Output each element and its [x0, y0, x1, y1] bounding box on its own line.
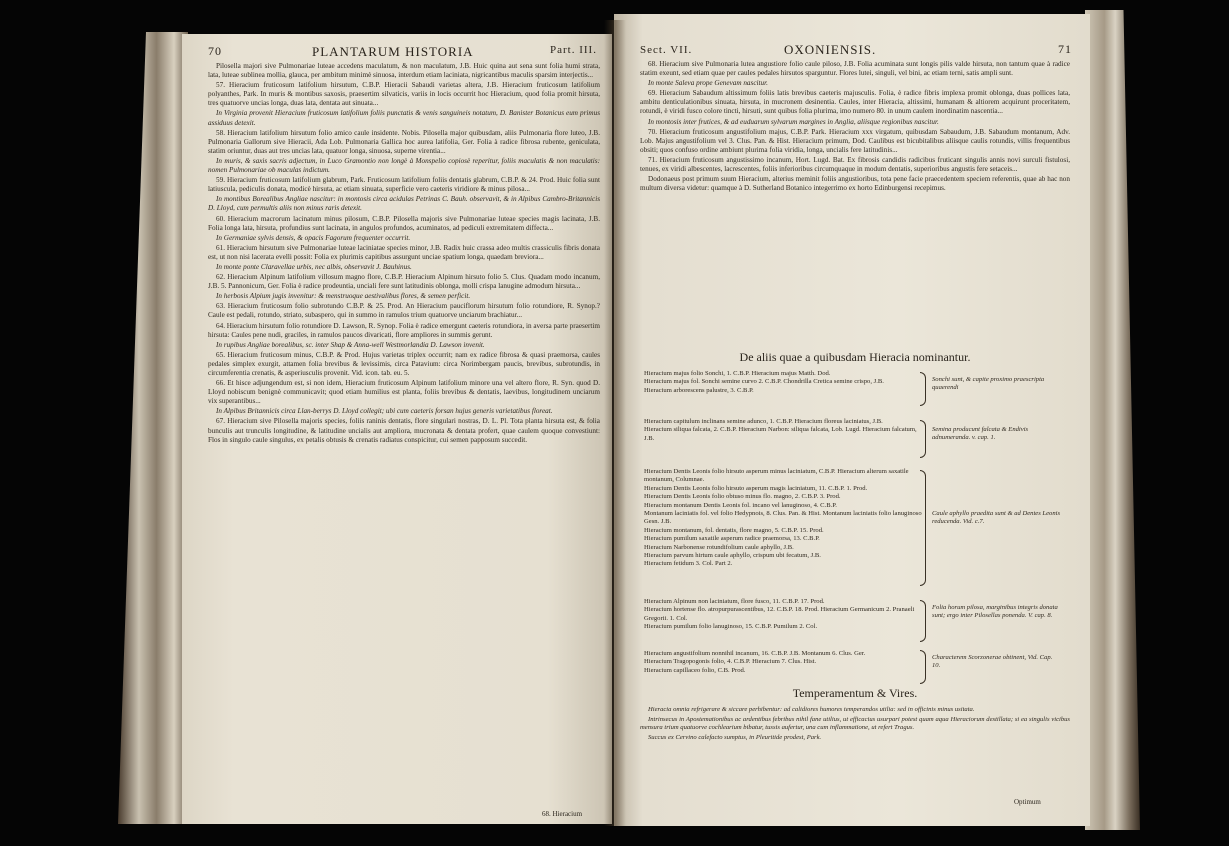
synonym-line: Montanum laciniatis fol. vel folio Hedypnois, 8. Clus. Pan. & Hist. Montanum laciniatis folio lanuginoso Gesn. J.B. — [644, 510, 922, 526]
right-page — [614, 14, 1090, 826]
left-paragraph: 62. Hieracium Alpinum latifolium villosum magno flore, C.B.P. Hieracium Alpinum hirsuto folio 5. Clus. Quadam modo incanum, J.B. 5. Pannonicum, Ger. Folia è radice prodeuntia, unciali fere sunt latitudinis oblonga, molli crispa lanugine admodum hirsuta... — [208, 273, 600, 291]
left-page-body — [208, 62, 600, 806]
synonym-line: Hieracium montanum Dentis Leonis fol. incano vel lanuginoso, 4. C.B.P. — [644, 501, 837, 509]
synonym-group-3 — [644, 468, 922, 569]
left-paragraph: 64. Hieracium hirsutum folio rotundiore D. Lawson, R. Synop. Folia è radice emergunt caeteris rotundiora, in aversa parte praesertim hirsuta: Caules pene nudi, graciles, in ramulos paucos divaricati, flore ampliores in summis gerunt. — [208, 321, 600, 339]
left-paragraph: In rupibus Angliae borealibus, sc. inter Shap & Anna-well Westmorlandia D. Lawson invenit. — [216, 340, 485, 349]
left-paragraph: 60. Hieracium macrorum lacinatum minus pilosum, C.B.P. Pilosella majoris sive Pulmonariae luteae species magis lacinata, J.B. Folia longa lata, hirsuta, profundius sunt lacinata, in angulos profundos, acuminatos, ad pediculi extremitatem diffecta... — [208, 214, 600, 232]
vires-paragraph: Succus ex Cervino calefacto sumptus, in Pleuritide prodest, Park. — [648, 733, 822, 741]
left-paragraph: 59. Hieracium fruticosum latifolium glabrum, Park. Fruticosum latifolium foliis dentatis glabrum, C.B.P. & 24. Prod. Huic folia sunt latiuscula, pediculis donata, modicè hirsuta, ac etiam sinuata, superficie vero caeteris viridiore & minus pilosa... — [208, 176, 600, 194]
group-2-note: Semina producunt falcata & Endivis adnumeranda. v. cap. 1. — [932, 426, 1029, 442]
left-paragraph: 67. Hieracium sive Pilosella majoris species, foliis raninis dentatis, flore singulari nostras, D. L. Pl. Tota planta hirsuta est, & folia bunculis aut trunculis longitudine, & latitudine uncialis aut ampliora, mucronata & dentata profert, quae caulem quoque convestiunt: Flos in singulo caule singulus, ex petalis obtusis & crenatis radiatus conspicitur, cui semen papposum succedit. — [208, 417, 600, 444]
left-paragraph: In Virginia provenit Hieracium fruticosum latifolium foliis punctatis & venis sanguineis notatum, D. Banister Botanicus eum primus assiduus detexit. — [208, 109, 600, 127]
synonym-line: Hieracium siliqua falcata, 2. C.B.P. Hieracium Narbon: siliqua falcata, Lob. Lugd. Hieracium falcatum, J.B. — [644, 426, 917, 442]
synonym-line: Hieracium Dentis Leonis folio hirsuto asperum magis laciniatum, 11. C.B.P. 1. Prod. — [644, 484, 868, 492]
left-paragraph: 66. Et hisce adjungendum est, si non idem, Hieracium fruticosum Alpinum latifolium minore una vel altero flore, R. Syn. quod D. Lloyd nobiscum benignè communicavit; quod etiam humilius est planta, foliis brevibus & dentatis, laevibus, longitudinem unciarum vix superantibus... — [208, 379, 600, 406]
right-catchword: Optimum — [1014, 798, 1041, 806]
left-page-edges — [118, 32, 188, 824]
brace-5 — [920, 650, 926, 684]
synonym-line: Hieracium Alpinum non laciniatum, flore fusco, 11. C.B.P. 17. Prod. — [644, 598, 825, 605]
synonym-line: Hieracium Dentis Leonis folio hirsuto asperum minus laciniatum, C.B.P. Hieracium alterum saxatile montanum, Columnae. — [644, 468, 909, 484]
left-paragraph: In Alpibus Britannicis circa Llan-berrys D. Lloyd collegit; ubi cum caeteris forsan hujus generis varietatibus floreat. — [216, 407, 553, 416]
right-page-edges — [1085, 10, 1140, 830]
left-paragraph: In Germaniae sylvis densis, & opacis Fagorum frequenter occurrit. — [216, 233, 411, 242]
right-paragraph: Dodonaeus post primum suum Hieracium, alterius meminit foliis angustioribus, tota pene facie praecedentem speciem referentis, quae ab hac non multum diversa videtur: quamque à D. Sutherland Botanico integerrimo ex horto Edinburgensi recepimus. — [640, 175, 1070, 193]
left-paragraph: In monte ponte Claravellae urbis, nec albis, observavit J. Bauhinus. — [216, 262, 412, 271]
synonym-line: Hieracium majus folio Sonchi, 1. C.B.P. Hieracium majus Matth. Dod. — [644, 370, 831, 377]
section-heading-other-hieracia: De aliis quae a quibusdam Hieracia nominantur. — [739, 350, 971, 364]
section-heading-vires: Temperamentum & Vires. — [792, 686, 918, 700]
left-paragraph: 63. Hieracium fruticosum folio subrotundo C.B.P. & 25. Prod. An Hieracium pauciflorum hirsutum folio rotundiore, R. Synop.? Caule est pedali, rotundo, striato, subaspero, qui in summo in ramulos trium quatuorve unciarum brachiatur... — [208, 302, 600, 320]
vires-paragraph: Intrinsecus in Apostemationibus ac ardentibus febribus nihil fane utilius, ut efficacius usurpari potest quam aqua Hieraciorum destillata; si ea singulis vicibus mensura trium quatuorve cochlearium bibatur, tussis aufertur, una cum inflammatione, ut refert Tragus. — [640, 715, 1070, 732]
synonym-line: Hieracium hortense flo. atropurpurascentibus, 12. C.B.P. 18. Prod. Hieracium Germanicum 2. Pranaeli Gregorii. 1. Col. — [644, 606, 915, 622]
brace-2 — [920, 420, 926, 458]
left-paragraph: 58. Hieracium latifolium hirsutum folio amico caule insidente. Nobis. Pilosella major quibusdam, aliis Pulmonaria flore luteo, J.B. Pulmonaria Gallorum sive Hieracii, Ada Lob. Pulmonaria Gallica hoc aurea latifolia, Ger. Folia à radice fibrosa rubente, geniculata, statim oriuntur, duas aut tres uncias lata, quatuor longa, sinuosa, superne virentia... — [208, 128, 600, 155]
book-gutter — [604, 20, 626, 826]
synonym-group-2 — [644, 418, 922, 443]
synonym-line: Hieracium parvum hirtum caule aphyllo, crispum ubi fecatum, J.B. — [644, 552, 821, 560]
left-page — [182, 34, 612, 824]
left-paragraph: Pilosella majori sive Pulmonariae luteae accedens maculatum, & non maculatum, J.B. Huic quina aut sena sunt folia humi strata, lata, luteae sublinea mollia, glauca, per ambitum minimè sinuosa, interdum etiam laciniata, nigricantibus maculis sparsim interjectis... — [208, 62, 600, 80]
right-paragraph: 70. Hieracium fruticosum angustifolium majus, C.B.P. Park. Hieracium xxx virgatum, quibusdam Sabaudum, J.B. Sabaudum montanum, Adv. Lob. Majus angustifolium vel 3. Clus. Pan. & Hist. Hieracium primum, Dod. Caulibus est bicubitalibus aliisque caulis rotundis, villis frequentibus obsiti; quos confuso ordine ambiunt plurima folia viridia, longa, uncialis fere latitudinis... — [640, 127, 1070, 154]
group-5-note: Characterem Scorzonerae obtinent, Vid. Cap. 10. — [932, 654, 1053, 670]
brace-4 — [920, 600, 926, 642]
left-paragraph: 61. Hieracium hirsutum sive Pulmonariae luteae laciniatae species minor, J.B. Radix huic crassa adeo multis crassiculis fibris donata est, ut non nisi lacerata evelli possit: Folia ex plurimis capitibus assurgunt unciae spatium longa, quaedam breviora... — [208, 243, 600, 261]
left-paragraph: In montibus Borealibus Angliae nascitur: in montosis circa acidulas Petrinas C. Bauh. observavit, & in Alpibus Cambro-Britannicis D. Lloyd, cum permultis aliis non minus raris detexit. — [208, 195, 600, 213]
left-running-title: PLANTARUM HISTORIA — [312, 44, 474, 59]
synonym-line: Hieracium fetidum 3. Col. Part 2. — [644, 560, 733, 568]
synonym-line: Hieracium pumilum folio lanuginoso, 15. C.B.P. Pumilum 2. Col. — [644, 623, 818, 631]
right-paragraph: In montosis inter frutices, & ad euduarum sylvarum margines in Anglia, aliisque regionibus nascitur. — [648, 117, 939, 126]
right-paragraph: 68. Hieracium sive Pulmonaria lutea angustiore folio caule piloso, J.B. Folia acuminata sunt longis pilis valde hirsuta, non tantum quae à radice statim exeunt, sed etiam quae per caules pedales hirsutos sparguntur. Flores lutei, singuli, vel bini, ac etiam terni, satis ampli sunt. — [640, 60, 1070, 78]
left-paragraph: 65. Hieracium fruticosum minus, C.B.P. & Prod. Hujus varietas triplex occurrit; nam ex radice fibrosa & quasi praemorsa, caules pedales simplex exurgit, attamen folia brevibus & levissimis, circa Patavium: circa Norimbergam paucis, brevibus, subrotundis, in circumferentia crenatis, & asperiusculis provenit. Vid. icon. tab. eu. 5. — [208, 350, 600, 377]
right-paragraph: 69. Hieracium Sabaudum altissimum foliis latis brevibus caeteris majusculis. Folia, è radice fibris implexa promit oblonga, duas pollices lata, ambitu denticulationibus sinuata, hirsuta, in mucronem desinentia. Caules, inter Hieracia, altissimi, humanam & altiorem acquirunt proceritatem, rotundi, è viridi fusco colore tincti, hirsuti, sunt quibus folia plurima, imo numero 80. in unum caulem inordinatim nascentia... — [640, 89, 1070, 116]
right-page-body — [640, 60, 1070, 350]
synonym-line: Hieracium majus fol. Sonchi semine curvo 2. C.B.P. Chondrilla Cretica semine crispo, J.B. — [644, 378, 884, 386]
synonym-line: Hieracium montanum, fol. dentatis, flore magno, 5. C.B.P. 15. Prod. — [644, 526, 824, 534]
right-running-title: OXONIENSIS. — [784, 42, 877, 57]
synonym-line: Hieracium capillaceo folio, C.B. Prod. — [644, 666, 746, 674]
synonym-group-1 — [644, 370, 922, 395]
right-section-label: Sect. VII. — [640, 44, 693, 56]
left-part-label: Part. III. — [550, 44, 597, 56]
synonym-line: Hieracium angustifolium nonnihil incanum, 16. C.B.P. J.B. Montanum 6. Clus. Ger. — [644, 650, 866, 657]
vires-body — [640, 706, 1070, 796]
synonym-group-5 — [644, 650, 922, 675]
synonym-line: Hieracium arborescens palustre, 3. C.B.P. — [644, 386, 754, 394]
right-page-number: 71 — [1058, 42, 1072, 56]
group-3-note: Caule aphyllo praedita sunt & ad Dentes Leonis reducenda. Vid. c.7. — [932, 510, 1061, 526]
left-page-number: 70 — [208, 44, 222, 58]
vires-paragraph: Hieracia omnia refrigerare & siccare perhibentur: ad calidiores humores temperandos utilia: sed in officinis minus usitata. — [648, 706, 975, 713]
group-1-note: Sonchi sunt, & capite proximo praescripta quaerendi — [932, 376, 1045, 392]
synonym-line: Hieracium pumilum saxatile asperum radice praemorsa, 13. C.B.P. — [644, 535, 820, 543]
synonym-group-4 — [644, 598, 922, 632]
left-paragraph: In muris, & saxis sacris adjectum, in Luco Gramontio non longè à Monspelio copiosè reperitur, foliis maculatis & non maculatis: nomen Pulmonariae ob maculas indictum. — [208, 156, 600, 175]
synonym-line: Hieracium Tragopogonis folio, 4. C.B.P. Hieracium 7. Clus. Hist. — [644, 658, 817, 666]
right-paragraph: In monte Saleva prope Genevam nascitur. — [648, 79, 768, 88]
synonym-line: Hieracium capitulum inclinans semine adunco, 1. C.B.P. Hieracium floreus laciniatus, J.B. — [644, 418, 883, 425]
brace-1 — [920, 372, 926, 406]
synonym-line: Hieracium Dentis Leonis folio obtuso minus flo. magno, 2. C.B.P. 3. Prod. — [644, 493, 841, 501]
group-4-note: Folia horum pilosa, marginibus integris donata sunt; ergo inter Pilosellas ponenda. V. cap. 8. — [932, 604, 1058, 620]
synonym-line: Hieracium Narbonense rotundifolium caule aphyllo, J.B. — [644, 543, 794, 551]
left-catchword: 68. Hieracium — [542, 810, 583, 818]
left-paragraph: In herbosis Alpium jugis invenitur: & menstruoque aestivalibus flores, & semen perficit. — [216, 292, 471, 301]
left-paragraph: 57. Hieracium fruticosum latifolium hirsutum, C.B.P. Hieracii Sabaudi varietas altera, J.B. Hieracium fruticosum latifolium polyanthes, Park. In muris & montibus saxosis, praesertim silvaticis, variis in locis occurrit hoc Hieracium, quod folia promit hirsuta, tres quatuorve uncias longa, duas lata, dentata aut sinuata... — [208, 81, 600, 108]
brace-3 — [920, 470, 926, 586]
right-paragraph: 71. Hieracium fruticosum angustissimo incanum, Hort. Lugd. Bat. Ex fibrosis candidis radicibus fruticant singulis annis novi surculi fistulosi, tenues, ex viridi albescentes, lacrescentes, foliis inferioribus circumquaque in modum dentatis, superioribus angustis fere setaceis... — [640, 155, 1070, 174]
